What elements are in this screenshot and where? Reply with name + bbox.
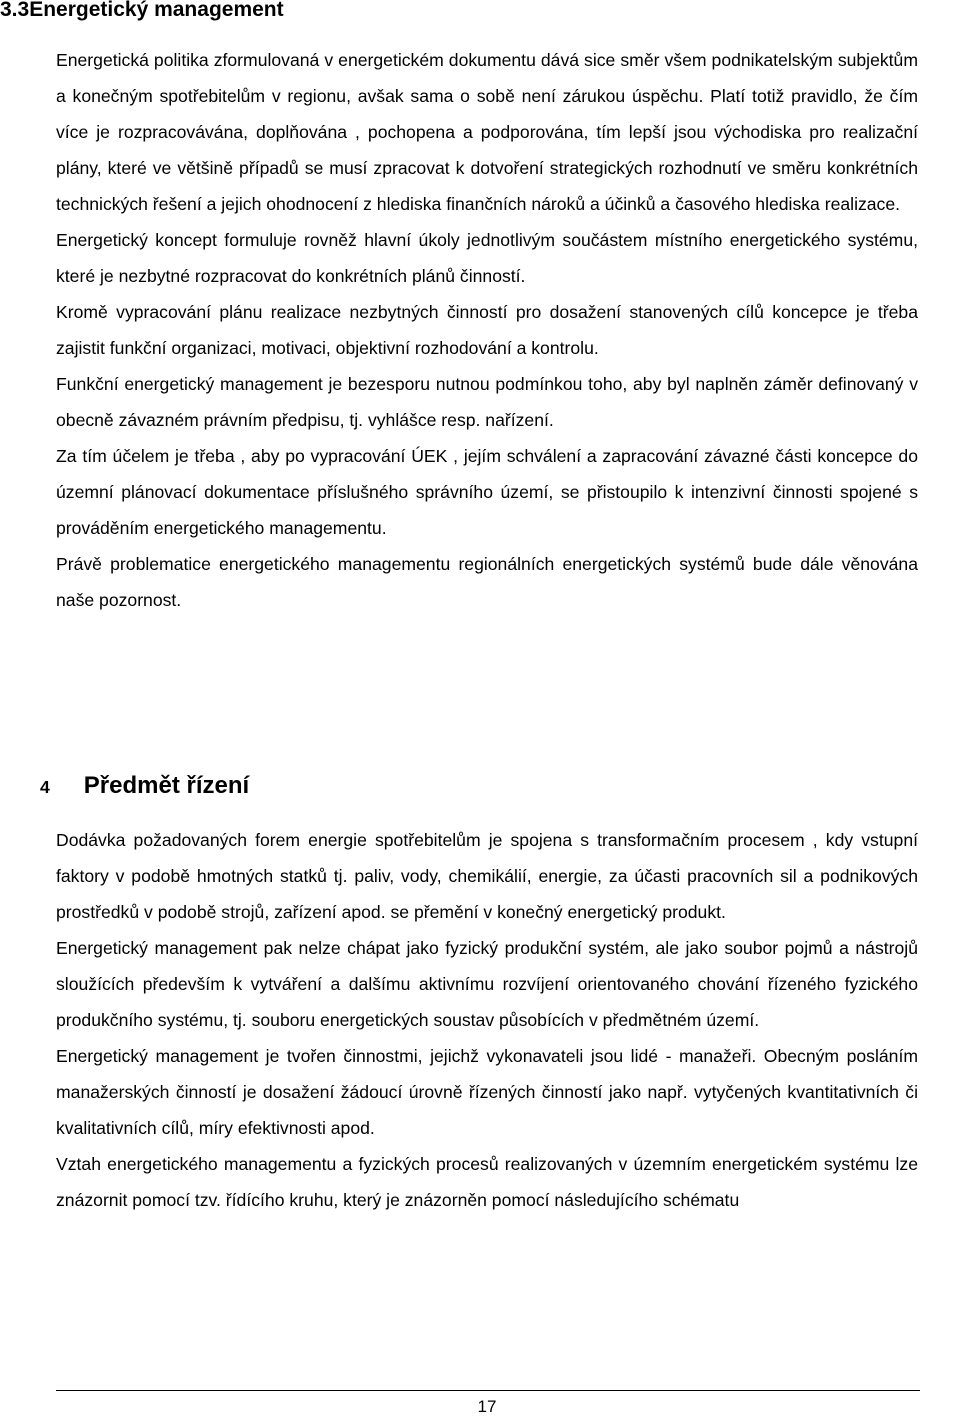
section-paragraph: Energetický koncept formuluje rovněž hlavní úkoly jednotlivým součástem místního energetického systému, které je nezbytné rozpracovat do konkrétních plánů činností. <box>56 230 918 286</box>
section-paragraph: Za tím účelem je třeba , aby po vypracování ÚEK , jejím schválení a zapracování závazné části koncepce do územní plánovací dokumentace příslušného správního území, se přistoupilo k intenzivní činnosti spojené s prováděním energetického managementu. <box>56 446 918 538</box>
section-body <box>56 42 918 618</box>
page-number: 17 <box>477 1397 497 1416</box>
chapter-paragraph: Vztah energetického managementu a fyzických procesů realizovaných v územním energetickém systému lze znázornit pomocí tzv. řídícího kruhu, který je znázorněn pomocí následujícího schématu <box>56 1154 918 1210</box>
chapter-body <box>56 822 918 1218</box>
chapter-title: Předmět řízení <box>83 772 250 799</box>
chapter-paragraph: Dodávka požadovaných forem energie spotřebitelům je spojena s transformačním procesem , kdy vstupní faktory v podobě hmotných statků tj. paliv, vody, chemikálií, energie, za účasti pracovních sil a podnikových prostředků v podobě strojů, zařízení apod. se přemění v konečný energetický produkt. <box>56 830 918 922</box>
section-heading: 3.3Energetický management <box>0 0 284 21</box>
chapter-paragraph: Energetický management je tvořen činnostmi, jejichž vykonavateli jsou lidé - manažeři. Obecným posláním manažerských činností je dosažení žádoucí úrovně řízených činností jako např. vytyčených kvantitativních či kvalitativních cílů, míry efektivnosti apod. <box>56 1046 918 1138</box>
chapter-heading <box>40 768 249 804</box>
section-paragraph: Funkční energetický management je bezesporu nutnou podmínkou toho, aby byl naplněn záměr definovaný v obecně závazném právním předpisu, tj. vyhlášce resp. nařízení. <box>56 374 918 430</box>
chapter-number: 4 <box>40 777 50 797</box>
section-paragraph: Energetická politika zformulovaná v energetickém dokumentu dává sice směr všem podnikatelským subjektům a konečným spotřebitelům v regionu, avšak sama o sobě není zárukou úspěchu. Platí totiž pravidlo, že čím více je rozpracovávána, doplňována , pochopena a podporována, tím lepší jsou východiska pro realizační plány, které ve většině případů se musí zpracovat k dotvoření strategických rozhodnutí ve směru konkrétních technických řešení a jejich ohodnocení z hlediska finančních nároků a účinků a časového hlediska realizace. <box>56 50 918 214</box>
chapter-paragraph: Energetický management pak nelze chápat jako fyzický produkční systém, ale jako soubor pojmů a nástrojů sloužících především k vytváření a dalšímu aktivnímu rozvíjení orientovaného chování řízeného fyzického produkčního systému, tj. souboru energetických soustav působících v předmětném území. <box>56 938 918 1030</box>
section-paragraph: Právě problematice energetického managementu regionálních energetických systémů bude dále věnována naše pozornost. <box>56 554 918 610</box>
section-paragraph: Kromě vypracování plánu realizace nezbytných činností pro dosažení stanovených cílů koncepce je třeba zajistit funkční organizaci, motivaci, objektivní rozhodování a kontrolu. <box>56 302 918 358</box>
footer-divider <box>56 1390 920 1391</box>
